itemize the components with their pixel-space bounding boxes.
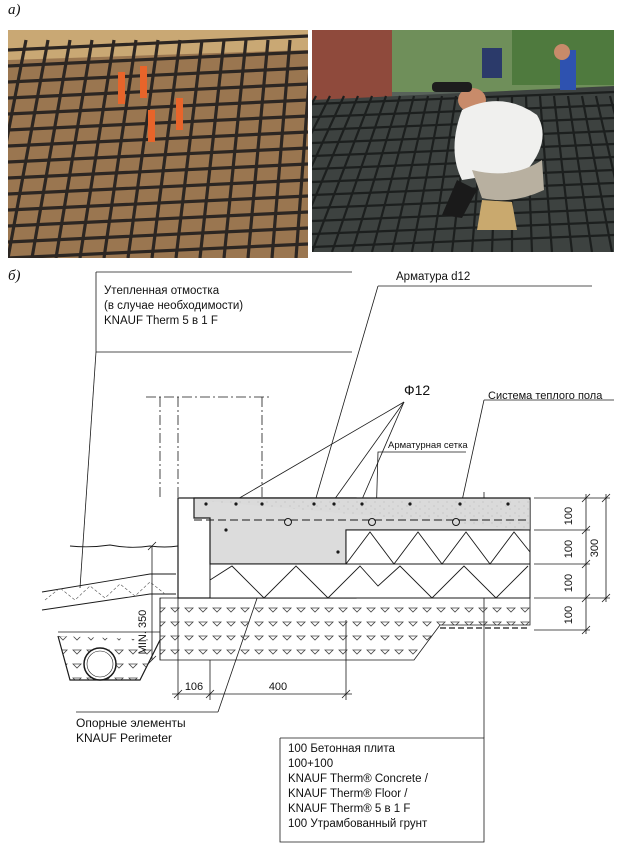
photo-rebar-grid bbox=[8, 30, 308, 258]
dim-bottom-400: 400 bbox=[268, 681, 288, 693]
dim-right-100-c: 100 bbox=[563, 573, 575, 593]
callout-layers-line-4: KNAUF Therm® Floor / bbox=[288, 788, 408, 800]
callout-layers-line-6: 100 Утрамбованный грунт bbox=[288, 818, 428, 830]
callout-phi: Ф12 bbox=[404, 382, 431, 398]
dim-right-100-b: 100 bbox=[563, 539, 575, 559]
panel-b-label: б) bbox=[8, 268, 21, 284]
photo-workers-mesh bbox=[312, 30, 614, 252]
callout-supports-line-2: KNAUF Perimeter bbox=[76, 731, 173, 745]
dim-right-300: 300 bbox=[589, 538, 601, 558]
dim-right-100-a: 100 bbox=[563, 506, 575, 526]
callout-warm-floor: Система теплого пола bbox=[488, 390, 603, 402]
dim-bottom-106: 106 bbox=[184, 681, 204, 693]
callout-insulated-line-2: (в случае необходимости) bbox=[104, 300, 244, 312]
blind-area-hatch bbox=[45, 582, 165, 600]
callout-supports bbox=[76, 716, 186, 746]
callout-layers-line-1: 100 Бетонная плита bbox=[288, 743, 395, 755]
callout-layers-line-3: KNAUF Therm® Concrete / bbox=[288, 773, 428, 785]
dim-right-100-d: 100 bbox=[563, 605, 575, 625]
ground-line bbox=[42, 545, 178, 610]
panel-a-label: а) bbox=[8, 2, 21, 18]
dim-min-350: MIN. 350 bbox=[137, 609, 149, 655]
compacted-soil bbox=[160, 598, 530, 660]
callout-rebar: Арматура d12 bbox=[396, 271, 471, 283]
callout-insulated-line-1: Утепленная отмостка bbox=[104, 285, 220, 297]
callout-layers bbox=[288, 742, 428, 832]
orange-support-bar bbox=[176, 98, 183, 130]
orange-support-bar bbox=[118, 72, 125, 104]
callout-supports-line-1: Опорные элементы bbox=[76, 716, 186, 730]
orange-support-bar bbox=[140, 66, 147, 98]
callout-insulated-line-3: KNAUF Therm 5 в 1 F bbox=[104, 315, 218, 327]
column-outline bbox=[146, 397, 270, 498]
callout-layers-line-5: KNAUF Therm® 5 в 1 F bbox=[288, 803, 411, 815]
callout-rebar-mesh: Арматурная сетка bbox=[388, 440, 468, 451]
orange-support-bar bbox=[148, 110, 155, 142]
callout-layers-line-2: 100+100 bbox=[288, 758, 334, 770]
callout-insulated-blind-area bbox=[104, 284, 243, 329]
